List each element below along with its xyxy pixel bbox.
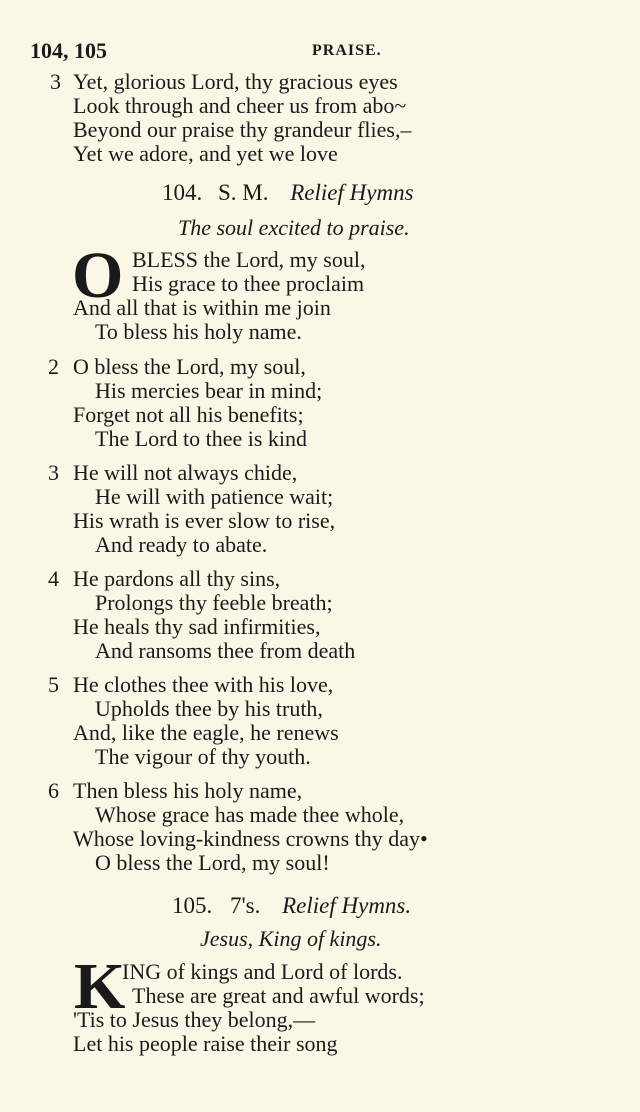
verse-line: He heals thy sad infirmities,: [73, 614, 321, 639]
verse-line: He clothes thee with his love,: [73, 672, 334, 697]
hymn-meter: 7's.: [230, 893, 261, 918]
hymn-104-subtitle: The soul excited to praise.: [178, 215, 410, 240]
verse-line: Prolongs thy feeble breath;: [95, 590, 333, 615]
verse-line: His grace to thee proclaim: [132, 271, 365, 296]
verse-line: O bless the Lord, my soul!: [95, 850, 330, 875]
hymn-meter: S. M.: [218, 180, 269, 205]
verse-line: He pardons all thy sins,: [73, 566, 281, 591]
verse-line: Look through and cheer us from abo~: [73, 93, 407, 118]
verse-number: 6: [48, 778, 59, 803]
verse-line: Forget not all his benefits;: [73, 402, 304, 427]
hymn-tune: Relief Hymns: [290, 180, 414, 205]
verse-line: And, like the eagle, he renews: [73, 720, 339, 745]
verse-line: Beyond our praise thy grandeur flies,–: [73, 117, 412, 142]
verse-line: O bless the Lord, my soul,: [73, 354, 306, 379]
verse-line: Yet we adore, and yet we love: [73, 141, 338, 166]
verse-number: 4: [48, 566, 59, 591]
hymn-tune: Relief Hymns.: [282, 893, 412, 918]
verse-line: 'Tis to Jesus they belong,—: [73, 1007, 316, 1032]
verse-line: Then bless his holy name,: [73, 778, 303, 803]
verse-line: And all that is within me join: [73, 295, 331, 320]
hymn-104-heading: [162, 180, 414, 206]
verse-line: Whose grace has made thee whole,: [95, 802, 405, 827]
verse-line: ING of kings and Lord of lords.: [122, 959, 403, 984]
verse-line: Whose loving-kindness crowns thy day•: [73, 826, 428, 851]
hymn-number: 105.: [172, 893, 213, 918]
verse-line: He will with patience wait;: [95, 484, 334, 509]
hymn-number: 104.: [162, 180, 203, 205]
hymn-105-subtitle: Jesus, King of kings.: [200, 926, 382, 951]
verse-line: These are great and awful words;: [132, 983, 425, 1008]
verse-line: BLESS the Lord, my soul,: [132, 247, 366, 272]
verse-line: To bless his holy name.: [95, 319, 302, 344]
drop-cap: K: [74, 950, 126, 1023]
verse-number: 3: [48, 460, 59, 485]
verse-line: The Lord to thee is kind: [95, 426, 308, 451]
page-header: [30, 38, 630, 68]
verse-line: And ready to abate.: [95, 532, 268, 557]
drop-cap: O: [72, 239, 124, 312]
verse-number: 2: [48, 354, 59, 379]
verse-number: 5: [48, 672, 59, 697]
verse-line: Yet, glorious Lord, thy gracious eyes: [73, 69, 398, 94]
page-numbers: 104, 105: [30, 38, 107, 63]
verse-line: He will not always chide,: [73, 460, 298, 485]
hymn-105-heading: [172, 893, 411, 919]
verse-line: His mercies bear in mind;: [95, 378, 323, 403]
verse-line: His wrath is ever slow to rise,: [73, 508, 336, 533]
verse-number: 3: [50, 69, 61, 94]
verse-line: The vigour of thy youth.: [95, 744, 311, 769]
verse-line: Upholds thee by his truth,: [95, 696, 323, 721]
verse-line: Let his people raise their song: [73, 1031, 338, 1056]
verse-line: And ransoms thee from death: [95, 638, 356, 663]
section-title: PRAISE.: [312, 42, 382, 59]
